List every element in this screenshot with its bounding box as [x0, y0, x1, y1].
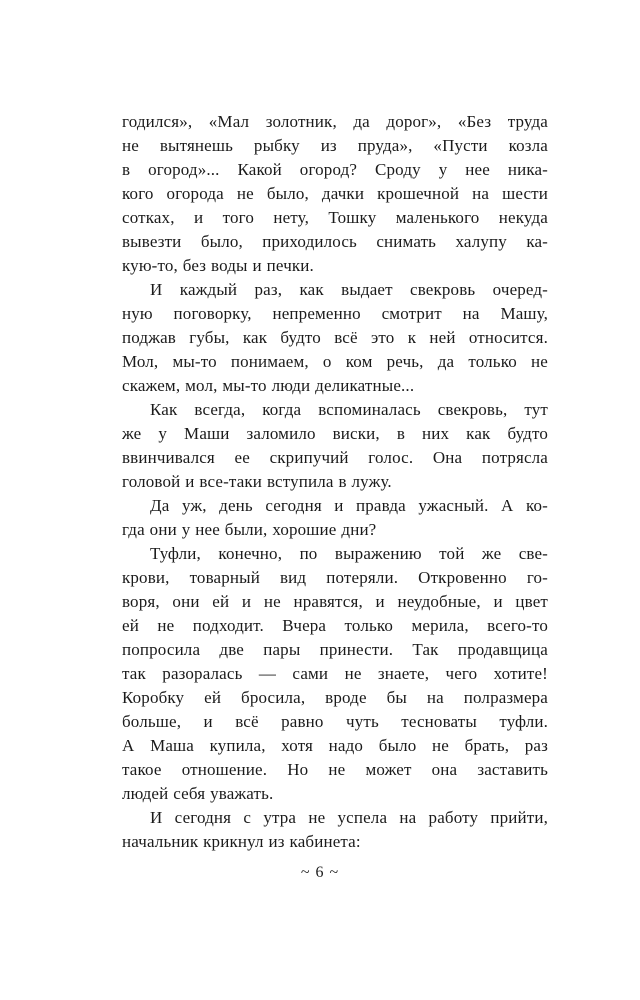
text-line: людей себя уважать.	[122, 784, 274, 803]
text-line: сотках, и того нету, Тошку маленького некуда	[122, 208, 548, 227]
text-line: больше, и всё равно чуть тесноваты туфли.	[122, 712, 548, 731]
text-line: кую-то, без воды и печки.	[122, 256, 314, 275]
text-line: ввинчивался ее скрипучий голос. Она потрясла	[122, 448, 548, 467]
text-line: же у Маши заломило виски, в них как будто	[122, 424, 548, 443]
text-line: так разоралась — сами не знаете, чего хотите!	[122, 664, 548, 683]
text-line: А Маша купила, хотя надо было не брать, раз	[122, 736, 548, 755]
text-line: Туфли, конечно, по выражению той же све-	[150, 544, 548, 563]
text-line: вывезти было, приходилось снимать халупу ка-	[122, 232, 548, 251]
text-line: Мол, мы-то понимаем, о ком речь, да только не	[122, 352, 548, 371]
paragraph	[122, 806, 548, 854]
text-line: Да уж, день сегодня и правда ужасный. А ко-	[150, 496, 548, 515]
body-text	[122, 110, 548, 854]
text-line: И каждый раз, как выдает свекровь очеред-	[150, 280, 548, 299]
text-line: И сегодня с утра не успела на работу прийти,	[150, 808, 548, 827]
text-line: крови, товарный вид потеряли. Откровенно го-	[122, 568, 548, 587]
text-line: головой и все-таки вступила в лужу.	[122, 472, 392, 491]
paragraph	[122, 110, 548, 278]
text-line: ную поговорку, непременно смотрит на Машу,	[122, 304, 548, 323]
text-line: ей не подходит. Вчера только мерила, всего-то	[122, 616, 548, 635]
text-line: начальник крикнул из кабинета:	[122, 832, 361, 851]
text-line: годился», «Мал золотник, да дорог», «Без труда	[122, 112, 548, 131]
page-number: ~ 6 ~	[300, 864, 340, 881]
text-line: скажем, мол, мы-то люди деликатные...	[122, 376, 415, 395]
text-line: воря, они ей и не нравятся, и неудобные, и цвет	[122, 592, 548, 611]
text-line: не вытянешь рыбку из пруда», «Пусти козла	[122, 136, 548, 155]
paragraph	[122, 398, 548, 494]
text-line: попросила две пары принести. Так продавщица	[122, 640, 548, 659]
text-line: кого огорода не было, дачки крошечной на шести	[122, 184, 548, 203]
paragraph	[122, 542, 548, 806]
text-line: Коробку ей бросила, вроде бы на полразмера	[122, 688, 548, 707]
text-line: в огород»... Какой огород? Сроду у нее ника-	[122, 160, 548, 179]
text-line: гда они у нее были, хорошие дни?	[122, 520, 377, 539]
text-line: такое отношение. Но не может она заставить	[122, 760, 548, 779]
paragraph	[122, 278, 548, 398]
text-line: Как всегда, когда вспоминалась свекровь, тут	[150, 400, 548, 419]
text-line: поджав губы, как будто всё это к ней относится.	[122, 328, 548, 347]
paragraph	[122, 494, 548, 542]
